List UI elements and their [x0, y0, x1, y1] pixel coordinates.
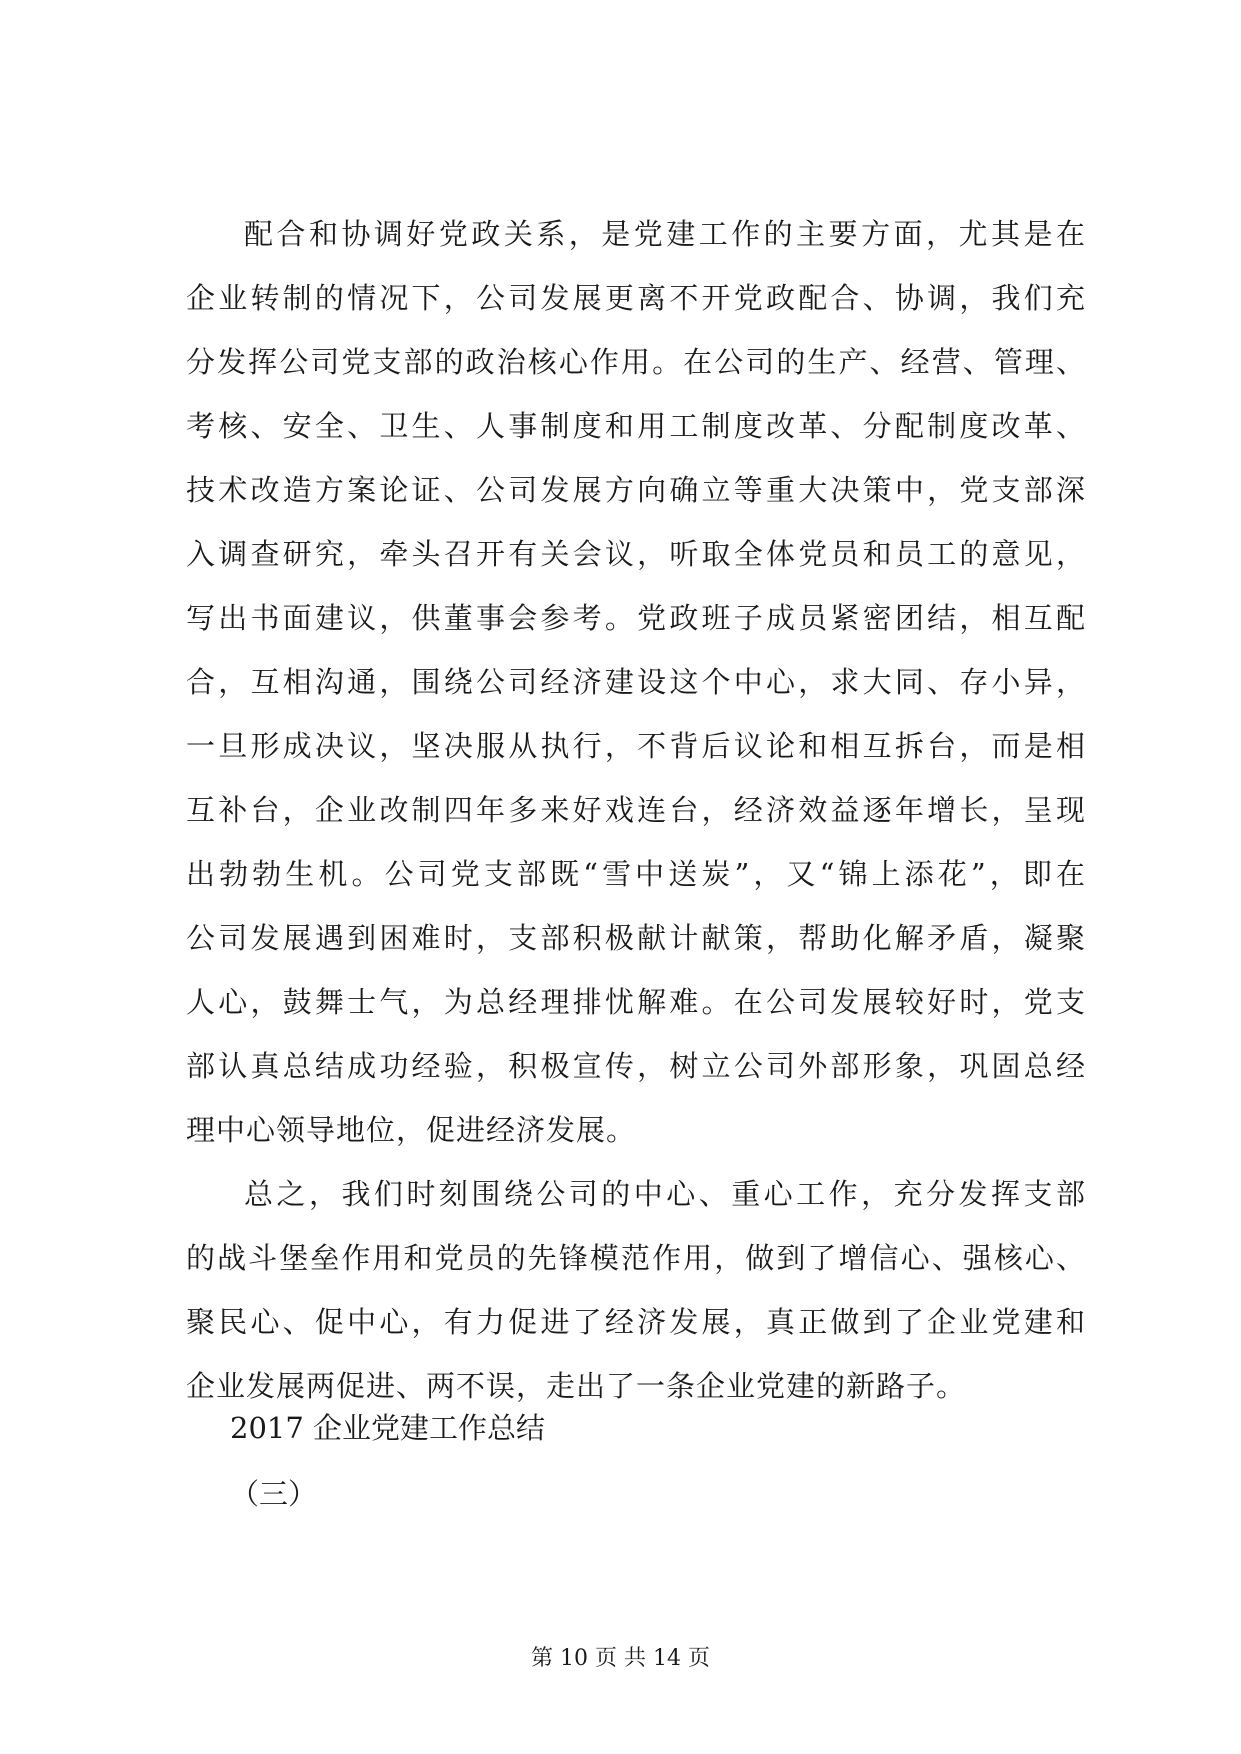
paragraph-1-line: 公司发展遇到困难时，支部积极献计献策，帮助化解矛盾，凝聚 [186, 921, 1086, 955]
paragraph-1-line: 出勃勃生机。公司党支部既“雪中送炭”，又“锦上添花”，即在 [186, 857, 1086, 891]
paragraph-1-line: 部认真总结成功经验，积极宣传，树立公司外部形象，巩固总经 [186, 1049, 1086, 1083]
paragraph-1-line: 互补台，企业改制四年多来好戏连台，经济效益逐年增长，呈现 [186, 793, 1086, 827]
paragraph-1-line: 技术改造方案论证、公司发展方向确立等重大决策中，党支部深 [186, 473, 1086, 507]
paragraph-1-line: 分发挥公司党支部的政治核心作用。在公司的生产、经营、管理、 [186, 345, 1086, 379]
section-subheading: （三） [230, 1477, 318, 1511]
page-footer: 第 10 页 共 14 页 [531, 1646, 710, 1671]
body-text [186, 202, 1086, 1418]
section-heading: 2017 企业党建工作总结 [230, 1411, 546, 1445]
paragraph-1-line: 入调查研究，牵头召开有关会议，听取全体党员和员工的意见， [186, 537, 1086, 571]
paragraph-1-line: 写出书面建议，供董事会参考。党政班子成员紧密团结，相互配 [186, 601, 1086, 635]
paragraph-1-line: 一旦形成决议，坚决服从执行，不背后议论和相互拆台，而是相 [186, 729, 1086, 763]
paragraph-2-line: 总之，我们时刻围绕公司的中心、重心工作，充分发挥支部 [244, 1177, 1086, 1211]
paragraph-1-line: 配合和协调好党政关系，是党建工作的主要方面，尤其是在 [244, 217, 1086, 251]
paragraph-1-line: 人心，鼓舞士气，为总经理排忧解难。在公司发展较好时，党支 [186, 985, 1086, 1019]
paragraph-2-line: 企业发展两促进、两不误，走出了一条企业党建的新路子。 [186, 1369, 967, 1403]
paragraph-2-line: 的战斗堡垒作用和党员的先锋模范作用，做到了增信心、强核心、 [186, 1241, 1086, 1275]
paragraph-1-line: 企业转制的情况下，公司发展更离不开党政配合、协调，我们充 [186, 281, 1086, 315]
paragraph-2-line: 聚民心、促中心，有力促进了经济发展，真正做到了企业党建和 [186, 1305, 1086, 1339]
paragraph-1-line: 考核、安全、卫生、人事制度和用工制度改革、分配制度改革、 [186, 409, 1086, 443]
paragraph-1-line: 理中心领导地位，促进经济发展。 [186, 1113, 637, 1147]
paragraph-1-line: 合，互相沟通，围绕公司经济建设这个中心，求大同、存小异， [186, 665, 1086, 699]
